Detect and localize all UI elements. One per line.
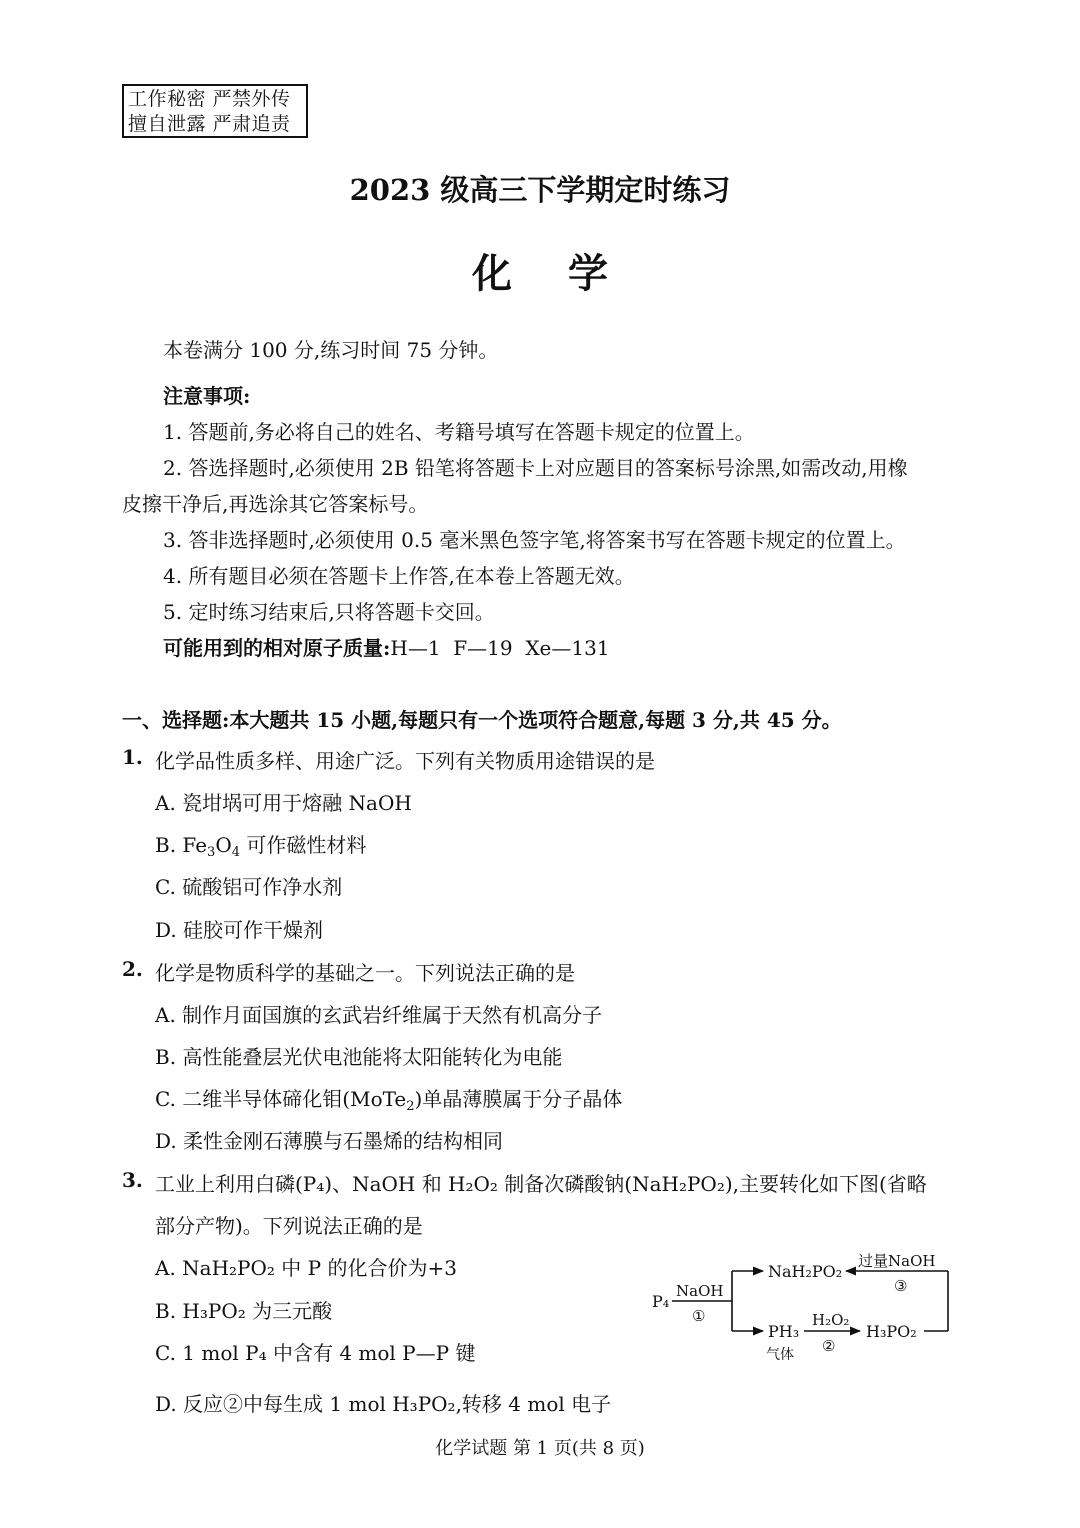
notice-item-3: 3. 答非选择题时,必须使用 0.5 毫米黑色签字笔,将答案书写在答题卡规定的位置上。 — [163, 528, 906, 552]
q3-number: 3. — [122, 1168, 143, 1192]
q3-option-d: D. 反应②中每生成 1 mol H₃PO₂,转移 4 mol 电子 — [155, 1392, 612, 1416]
q1-option-d: D. 硅胶可作干燥剂 — [155, 918, 324, 942]
reaction-diagram — [648, 1240, 958, 1370]
stamp-line-2: 擅自泄露 严肃追责 — [128, 113, 291, 135]
intro-text: 本卷满分 100 分,练习时间 75 分钟。 — [163, 338, 499, 362]
q2-option-d: D. 柔性金刚石薄膜与石墨烯的结构相同 — [155, 1129, 504, 1153]
notice-heading: 注意事项: — [163, 384, 251, 408]
q1-number: 1. — [122, 745, 143, 769]
q1-stem: 化学品性质多样、用途广泛。下列有关物质用途错误的是 — [155, 749, 655, 773]
notice-item-2-line-1: 2. 答选择题时,必须使用 2B 铅笔将答题卡上对应题目的答案标号涂黑,如需改动,用橡 — [163, 456, 908, 480]
atomic-masses — [163, 632, 610, 661]
diagram-p4: P₄ — [652, 1292, 670, 1311]
notice-item-2-line-2: 皮擦干净后,再选涂其它答案标号。 — [122, 492, 429, 516]
diagram-excess-naoh: 过量NaOH — [858, 1252, 936, 1270]
q3-option-c: C. 1 mol P₄ 中含有 4 mol P—P 键 — [155, 1341, 476, 1365]
notice-item-5: 5. 定时练习结束后,只将答题卡交回。 — [163, 600, 495, 624]
atomic-masses-value: H—1 F—19 Xe—131 — [390, 636, 610, 660]
q2-number: 2. — [122, 957, 143, 981]
q3-stem-line-2: 部分产物)。下列说法正确的是 — [155, 1214, 423, 1238]
diagram-h2o2: H₂O₂ — [812, 1311, 850, 1329]
diagram-gas: 气体 — [766, 1347, 794, 1363]
q3-stem-line-1: 工业上利用白磷(P₄)、NaOH 和 H₂O₂ 制备次磷酸钠(NaH₂PO₂),主要转化如下图(省略 — [155, 1172, 927, 1196]
diagram-h3po2: H₃PO₂ — [866, 1322, 917, 1341]
notice-item-4: 4. 所有题目必须在答题卡上作答,在本卷上答题无效。 — [163, 564, 635, 588]
q1-option-c: C. 硫酸铝可作净水剂 — [155, 875, 343, 899]
q2-option-b: B. 高性能叠层光伏电池能将太阳能转化为电能 — [155, 1045, 563, 1069]
atomic-masses-label: 可能用到的相对原子质量: — [163, 636, 391, 660]
diagram-step-2: ② — [822, 1337, 836, 1355]
q1-option-a: A. 瓷坩埚可用于熔融 NaOH — [155, 791, 412, 815]
q3-option-b: B. H₃PO₂ 为三元酸 — [155, 1299, 333, 1323]
diagram-step-3: ③ — [894, 1277, 908, 1295]
diagram-naoh: NaOH — [676, 1282, 724, 1300]
diagram-ph3: PH₃ — [768, 1322, 800, 1341]
q2-option-c: C. 二维半导体碲化钼(MoTe$_2$)单晶薄膜属于分子晶体 — [155, 1087, 623, 1114]
notice-item-1: 1. 答题前,务必将自己的姓名、考籍号填写在答题卡规定的位置上。 — [163, 420, 755, 444]
diagram-nah2po2: NaH₂PO₂ — [768, 1262, 843, 1281]
exam-title: 2023 级高三下学期定时练习 — [349, 173, 731, 207]
q3-option-a: A. NaH₂PO₂ 中 P 的化合价为+3 — [155, 1256, 457, 1280]
section-1-heading: 一、选择题:本大题共 15 小题,每题只有一个选项符合题意,每题 3 分,共 45 分。 — [122, 708, 842, 732]
q2-stem: 化学是物质科学的基础之一。下列说法正确的是 — [155, 961, 575, 985]
q1-option-b: B. $Fe_3O_4$ 可作磁性材料 — [155, 833, 367, 860]
stamp-line-1: 工作秘密 严禁外传 — [128, 88, 291, 110]
confidential-stamp — [122, 84, 308, 138]
diagram-step-1: ① — [692, 1307, 706, 1325]
subject-title: 化学 — [472, 250, 664, 297]
page-footer: 化学试题 第 1 页(共 8 页) — [435, 1438, 645, 1459]
q2-option-a: A. 制作月面国旗的玄武岩纤维属于天然有机高分子 — [155, 1003, 603, 1027]
